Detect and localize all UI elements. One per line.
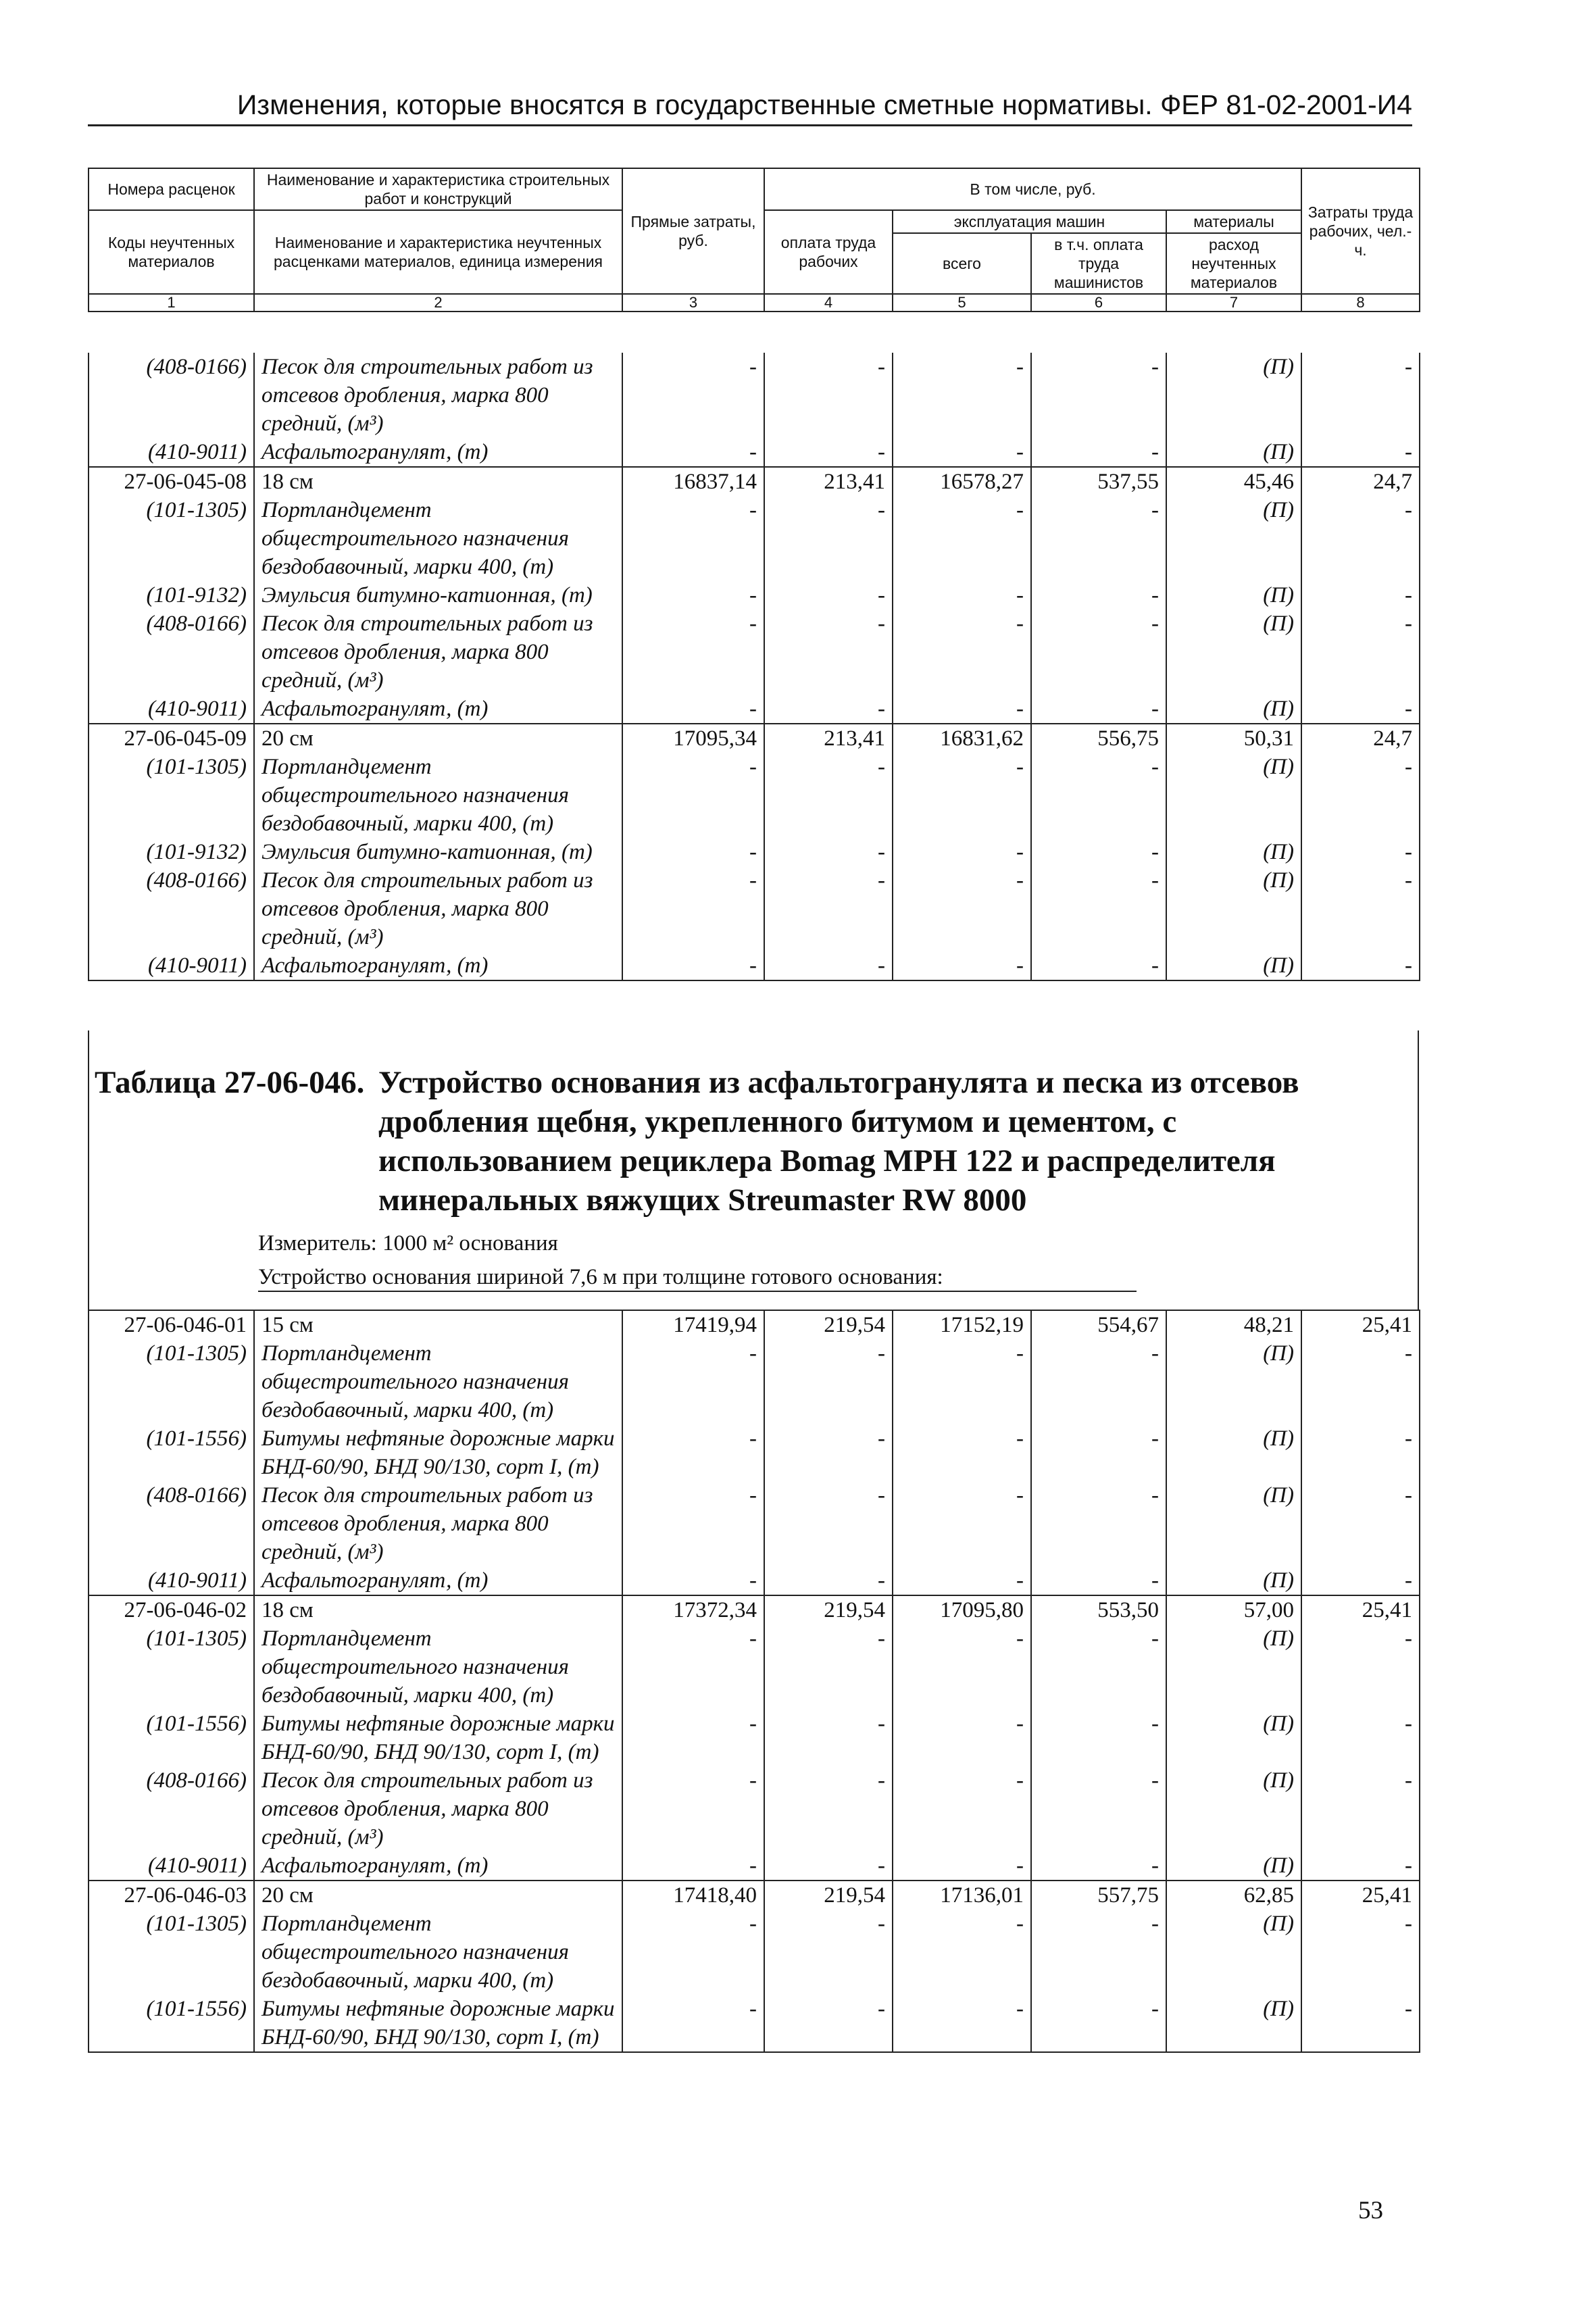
cell-name: 18 см <box>254 1595 622 1624</box>
table-header <box>88 168 1420 312</box>
cell-labor-hours: - <box>1301 1766 1420 1851</box>
cell-direct-cost: - <box>622 353 764 438</box>
cell-direct-cost: - <box>622 1481 764 1566</box>
cell-materials: 50,31 <box>1166 724 1301 753</box>
material-row <box>89 1624 1420 1710</box>
cell-direct-cost: - <box>622 1566 764 1595</box>
cell-labor-pay: 219,54 <box>764 1881 893 1910</box>
cell-direct-cost: - <box>622 438 764 467</box>
cell-labor-hours: - <box>1301 1566 1420 1595</box>
material-row <box>89 753 1420 838</box>
cell-operators-pay: - <box>1031 866 1166 951</box>
cell-operators-pay: 554,67 <box>1031 1310 1166 1339</box>
cell-machines-total: - <box>893 1910 1031 1995</box>
cell-direct-cost: - <box>622 581 764 609</box>
cell-direct-cost: - <box>622 1910 764 1995</box>
material-row <box>89 1566 1420 1595</box>
cell-labor-hours: - <box>1301 1851 1420 1881</box>
header-machines: эксплуатация машин <box>893 210 1166 233</box>
running-head <box>88 88 1412 126</box>
cell-materials: (П) <box>1166 1566 1301 1595</box>
cell-labor-hours: - <box>1301 951 1420 980</box>
cell-code: (410-9011) <box>89 438 254 467</box>
cell-machines-total: - <box>893 866 1031 951</box>
cell-operators-pay: - <box>1031 609 1166 695</box>
header-col1-top: Номера расценок <box>89 168 254 210</box>
cell-materials: 57,00 <box>1166 1595 1301 1624</box>
material-row <box>89 1851 1420 1881</box>
cell-operators-pay: - <box>1031 1566 1166 1595</box>
material-row <box>89 1995 1420 2052</box>
cell-direct-cost: - <box>622 838 764 866</box>
cell-materials: (П) <box>1166 838 1301 866</box>
cell-operators-pay: - <box>1031 838 1166 866</box>
cell-materials: (П) <box>1166 438 1301 467</box>
cell-labor-pay: - <box>764 1339 893 1424</box>
header-col3: Прямые затраты, руб. <box>622 168 764 294</box>
norm-row <box>89 1310 1420 1339</box>
header-num-4: 4 <box>764 294 893 312</box>
cell-labor-pay: - <box>764 609 893 695</box>
cell-code: 27-06-045-09 <box>89 724 254 753</box>
cell-name: 18 см <box>254 467 622 496</box>
cell-name: Асфальтогранулят, (т) <box>254 951 622 980</box>
cell-materials: (П) <box>1166 866 1301 951</box>
cell-operators-pay: - <box>1031 1766 1166 1851</box>
cell-direct-cost: - <box>622 1995 764 2052</box>
cell-labor-pay: - <box>764 353 893 438</box>
cell-name: Асфальтогранулят, (т) <box>254 1566 622 1595</box>
header-materials: материалы <box>1166 210 1301 233</box>
running-head-text: Изменения, которые вносятся в государственные сметные нормативы. ФЕР 81-02-2001-И4 <box>236 89 1412 120</box>
cell-operators-pay: - <box>1031 496 1166 581</box>
norm-row <box>89 1595 1420 1624</box>
cell-operators-pay: - <box>1031 581 1166 609</box>
cell-code: (101-9132) <box>89 838 254 866</box>
cell-machines-total: 17152,19 <box>893 1310 1031 1339</box>
material-row <box>89 838 1420 866</box>
cell-materials: (П) <box>1166 1624 1301 1710</box>
cell-operators-pay: - <box>1031 1710 1166 1766</box>
header-col1-bottom: Коды неучтенных материалов <box>89 210 254 294</box>
cell-labor-pay: - <box>764 438 893 467</box>
cell-machines-total: - <box>893 1851 1031 1881</box>
header-num-5: 5 <box>893 294 1031 312</box>
norm-row <box>89 467 1420 496</box>
cell-name: Битумы нефтяные дорожные марки БНД-60/90, БНД 90/130, сорт I, (т) <box>254 1710 622 1766</box>
meter-line <box>258 1230 558 1257</box>
cell-labor-hours: - <box>1301 1339 1420 1424</box>
cell-materials: (П) <box>1166 1339 1301 1424</box>
cell-labor-pay: - <box>764 581 893 609</box>
cell-materials: 62,85 <box>1166 1881 1301 1910</box>
table-title <box>95 1063 1412 1220</box>
cell-direct-cost: - <box>622 1424 764 1481</box>
cell-labor-pay: - <box>764 1710 893 1766</box>
header-col2-top: Наименование и характеристика строительных работ и конструкций <box>254 168 622 210</box>
cell-direct-cost: 17095,34 <box>622 724 764 753</box>
meter-label: Измеритель: <box>258 1231 377 1255</box>
material-row <box>89 1766 1420 1851</box>
cell-labor-hours: - <box>1301 353 1420 438</box>
material-row <box>89 695 1420 724</box>
cell-operators-pay: - <box>1031 695 1166 724</box>
cell-direct-cost: 17419,94 <box>622 1310 764 1339</box>
cell-machines-total: - <box>893 838 1031 866</box>
cell-code: (410-9011) <box>89 951 254 980</box>
cell-operators-pay: - <box>1031 1481 1166 1566</box>
cell-machines-total: - <box>893 1710 1031 1766</box>
header-col7: расход неучтенных материалов <box>1166 233 1301 294</box>
cell-operators-pay: - <box>1031 1424 1166 1481</box>
cell-materials: (П) <box>1166 1766 1301 1851</box>
cell-machines-total: - <box>893 1995 1031 2052</box>
cell-machines-total: 16831,62 <box>893 724 1031 753</box>
meter-value: 1000 м² <box>382 1231 454 1255</box>
cell-operators-pay: - <box>1031 951 1166 980</box>
cell-operators-pay: - <box>1031 438 1166 467</box>
cell-machines-total: - <box>893 581 1031 609</box>
header-num-2: 2 <box>254 294 622 312</box>
cell-labor-pay: - <box>764 1995 893 2052</box>
norm-row <box>89 1881 1420 1910</box>
cell-operators-pay: 556,75 <box>1031 724 1166 753</box>
header-num-3: 3 <box>622 294 764 312</box>
cell-direct-cost: - <box>622 1624 764 1710</box>
cell-labor-pay: - <box>764 1424 893 1481</box>
cell-code: (101-1556) <box>89 1995 254 2052</box>
cell-name: Песок для строительных работ из отсевов дробления, марка 800 средний, (м³) <box>254 1481 622 1566</box>
cell-labor-pay: - <box>764 753 893 838</box>
cell-name: 15 см <box>254 1310 622 1339</box>
cell-name: 20 см <box>254 1881 622 1910</box>
material-row <box>89 951 1420 980</box>
table-title-text: Устройство основания из асфальтогранулята и песка из отсевов дробления щебня, укрепленного битумом и цементом, с использованием рециклера Bomag MPH 122 и распределителя минеральных вяжущих Streumaster RW 8000 <box>378 1065 1299 1218</box>
cell-labor-pay: - <box>764 1910 893 1995</box>
cell-name: Портландцемент общестроительного назначения бездобавочный, марки 400, (т) <box>254 1910 622 1995</box>
cell-materials: 45,46 <box>1166 467 1301 496</box>
cell-materials: (П) <box>1166 1910 1301 1995</box>
header-col4: оплата труда рабочих <box>764 210 893 294</box>
cell-labor-hours: 25,41 <box>1301 1595 1420 1624</box>
cell-materials: (П) <box>1166 496 1301 581</box>
cell-labor-pay: - <box>764 951 893 980</box>
cell-direct-cost: 17418,40 <box>622 1881 764 1910</box>
cell-materials: (П) <box>1166 609 1301 695</box>
cell-machines-total: - <box>893 1339 1031 1424</box>
cell-code: (101-1305) <box>89 753 254 838</box>
cell-code: (101-1305) <box>89 496 254 581</box>
cell-labor-pay: - <box>764 866 893 951</box>
material-row <box>89 1339 1420 1424</box>
cell-labor-hours: - <box>1301 1995 1420 2052</box>
cell-code: (408-0166) <box>89 1766 254 1851</box>
cell-code: (101-9132) <box>89 581 254 609</box>
cell-name: Песок для строительных работ из отсевов дробления, марка 800 средний, (м³) <box>254 1766 622 1851</box>
cell-materials: (П) <box>1166 695 1301 724</box>
meter-tail: основания <box>459 1231 558 1255</box>
cell-labor-pay: - <box>764 695 893 724</box>
material-row <box>89 1481 1420 1566</box>
cell-materials: 48,21 <box>1166 1310 1301 1339</box>
cell-name: Портландцемент общестроительного назначения бездобавочный, марки 400, (т) <box>254 753 622 838</box>
cell-labor-hours: - <box>1301 581 1420 609</box>
cell-labor-pay: - <box>764 1851 893 1881</box>
header-col8: Затраты труда рабочих, чел.-ч. <box>1301 168 1420 294</box>
cell-code: 27-06-045-08 <box>89 467 254 496</box>
material-row <box>89 1910 1420 1995</box>
cell-machines-total: - <box>893 1566 1031 1595</box>
cell-name: Эмульсия битумно-катионная, (т) <box>254 838 622 866</box>
cell-code: (101-1305) <box>89 1339 254 1424</box>
cell-operators-pay: 553,50 <box>1031 1595 1166 1624</box>
cell-labor-pay: - <box>764 496 893 581</box>
cell-labor-hours: - <box>1301 753 1420 838</box>
table-27-06-045-continued <box>88 353 1420 981</box>
cell-name: Портландцемент общестроительного назначения бездобавочный, марки 400, (т) <box>254 496 622 581</box>
cell-name: Асфальтогранулят, (т) <box>254 695 622 724</box>
cell-materials: (П) <box>1166 1851 1301 1881</box>
cell-machines-total: - <box>893 695 1031 724</box>
cell-machines-total: - <box>893 753 1031 838</box>
cell-materials: (П) <box>1166 353 1301 438</box>
cell-operators-pay: 537,55 <box>1031 467 1166 496</box>
cell-machines-total: - <box>893 609 1031 695</box>
cell-labor-hours: - <box>1301 609 1420 695</box>
material-row <box>89 496 1420 581</box>
cell-materials: (П) <box>1166 951 1301 980</box>
cell-labor-hours: 24,7 <box>1301 724 1420 753</box>
cell-direct-cost: 17372,34 <box>622 1595 764 1624</box>
cell-name: Битумы нефтяные дорожные марки БНД-60/90, БНД 90/130, сорт I, (т) <box>254 1995 622 2052</box>
cell-code: (408-0166) <box>89 353 254 438</box>
cell-name: Песок для строительных работ из отсевов дробления, марка 800 средний, (м³) <box>254 866 622 951</box>
cell-labor-pay: 213,41 <box>764 724 893 753</box>
cell-machines-total: - <box>893 951 1031 980</box>
header-col6: в т.ч. оплата труда машинистов <box>1031 233 1166 294</box>
cell-direct-cost: 16837,14 <box>622 467 764 496</box>
table-title-block <box>88 1030 1419 1310</box>
material-row <box>89 581 1420 609</box>
material-row <box>89 1424 1420 1481</box>
cell-direct-cost: - <box>622 1710 764 1766</box>
cell-materials: (П) <box>1166 1710 1301 1766</box>
cell-operators-pay: - <box>1031 1339 1166 1424</box>
cell-machines-total: - <box>893 1481 1031 1566</box>
cell-code: (410-9011) <box>89 1851 254 1881</box>
cell-labor-hours: - <box>1301 695 1420 724</box>
cell-labor-hours: - <box>1301 866 1420 951</box>
cell-labor-hours: - <box>1301 838 1420 866</box>
cell-code: (101-1556) <box>89 1710 254 1766</box>
cell-machines-total: 16578,27 <box>893 467 1031 496</box>
cell-code: 27-06-046-03 <box>89 1881 254 1910</box>
cell-name: Битумы нефтяные дорожные марки БНД-60/90, БНД 90/130, сорт I, (т) <box>254 1424 622 1481</box>
header-col5: всего <box>893 233 1031 294</box>
cell-labor-pay: 219,54 <box>764 1310 893 1339</box>
header-col2-bottom: Наименование и характеристика неучтенных расценками материалов, единица измерения <box>254 210 622 294</box>
cell-code: (410-9011) <box>89 1566 254 1595</box>
norm-row <box>89 724 1420 753</box>
cell-machines-total: 17095,80 <box>893 1595 1031 1624</box>
cell-labor-pay: - <box>764 1566 893 1595</box>
cell-direct-cost: - <box>622 1851 764 1881</box>
material-row <box>89 866 1420 951</box>
cell-labor-pay: - <box>764 1624 893 1710</box>
header-num-6: 6 <box>1031 294 1166 312</box>
cell-operators-pay: - <box>1031 753 1166 838</box>
cell-direct-cost: - <box>622 695 764 724</box>
cell-direct-cost: - <box>622 1766 764 1851</box>
cell-code: (408-0166) <box>89 609 254 695</box>
cell-machines-total: - <box>893 1624 1031 1710</box>
cell-machines-total: - <box>893 438 1031 467</box>
cell-name: Портландцемент общестроительного назначения бездобавочный, марки 400, (т) <box>254 1624 622 1710</box>
cell-materials: (П) <box>1166 753 1301 838</box>
cell-name: Асфальтогранулят, (т) <box>254 438 622 467</box>
header-num-1: 1 <box>89 294 254 312</box>
cell-code: (101-1305) <box>89 1910 254 1995</box>
cell-labor-pay: - <box>764 1481 893 1566</box>
cell-machines-total: - <box>893 496 1031 581</box>
cell-code: (408-0166) <box>89 866 254 951</box>
cell-machines-total: - <box>893 353 1031 438</box>
cell-name: Песок для строительных работ из отсевов дробления, марка 800 средний, (м³) <box>254 609 622 695</box>
header-num-7: 7 <box>1166 294 1301 312</box>
header-num-8: 8 <box>1301 294 1420 312</box>
cell-operators-pay: 557,75 <box>1031 1881 1166 1910</box>
cell-code: 27-06-046-02 <box>89 1595 254 1624</box>
cell-direct-cost: - <box>622 609 764 695</box>
table-27-06-046 <box>88 1310 1420 2053</box>
cell-labor-hours: - <box>1301 1710 1420 1766</box>
cell-code: (410-9011) <box>89 695 254 724</box>
section-heading: Устройство основания шириной 7,6 м при толщине готового основания: <box>258 1264 1137 1292</box>
cell-machines-total: 17136,01 <box>893 1881 1031 1910</box>
cell-name: Портландцемент общестроительного назначения бездобавочный, марки 400, (т) <box>254 1339 622 1424</box>
cell-name: Асфальтогранулят, (т) <box>254 1851 622 1881</box>
cell-direct-cost: - <box>622 1339 764 1424</box>
cell-operators-pay: - <box>1031 353 1166 438</box>
cell-operators-pay: - <box>1031 1624 1166 1710</box>
cell-name: Эмульсия битумно-катионная, (т) <box>254 581 622 609</box>
table-title-number: Таблица 27-06-046. <box>95 1065 365 1100</box>
cell-labor-pay: 219,54 <box>764 1595 893 1624</box>
cell-operators-pay: - <box>1031 1851 1166 1881</box>
cell-labor-hours: 25,41 <box>1301 1881 1420 1910</box>
cell-labor-pay: - <box>764 1766 893 1851</box>
cell-code: 27-06-046-01 <box>89 1310 254 1339</box>
cell-machines-total: - <box>893 1424 1031 1481</box>
cell-labor-hours: - <box>1301 1624 1420 1710</box>
cell-code: (101-1556) <box>89 1424 254 1481</box>
cell-direct-cost: - <box>622 496 764 581</box>
cell-labor-hours: - <box>1301 1424 1420 1481</box>
cell-labor-pay: 213,41 <box>764 467 893 496</box>
page-number: 53 <box>1358 2197 1383 2224</box>
cell-code: (101-1305) <box>89 1624 254 1710</box>
material-row <box>89 609 1420 695</box>
cell-machines-total: - <box>893 1766 1031 1851</box>
cell-name: Песок для строительных работ из отсевов дробления, марка 800 средний, (м³) <box>254 353 622 438</box>
material-row <box>89 438 1420 467</box>
cell-direct-cost: - <box>622 951 764 980</box>
cell-operators-pay: - <box>1031 1995 1166 2052</box>
cell-labor-hours: 25,41 <box>1301 1310 1420 1339</box>
material-row <box>89 353 1420 438</box>
cell-direct-cost: - <box>622 753 764 838</box>
cell-labor-hours: - <box>1301 1910 1420 1995</box>
header-group: В том числе, руб. <box>764 168 1301 210</box>
cell-name: 20 см <box>254 724 622 753</box>
cell-labor-hours: - <box>1301 496 1420 581</box>
cell-labor-hours: - <box>1301 438 1420 467</box>
cell-code: (408-0166) <box>89 1481 254 1566</box>
cell-labor-hours: 24,7 <box>1301 467 1420 496</box>
cell-direct-cost: - <box>622 866 764 951</box>
cell-labor-pay: - <box>764 838 893 866</box>
cell-materials: (П) <box>1166 1995 1301 2052</box>
material-row <box>89 1710 1420 1766</box>
cell-labor-hours: - <box>1301 1481 1420 1566</box>
cell-materials: (П) <box>1166 1424 1301 1481</box>
cell-operators-pay: - <box>1031 1910 1166 1995</box>
cell-materials: (П) <box>1166 581 1301 609</box>
cell-materials: (П) <box>1166 1481 1301 1566</box>
